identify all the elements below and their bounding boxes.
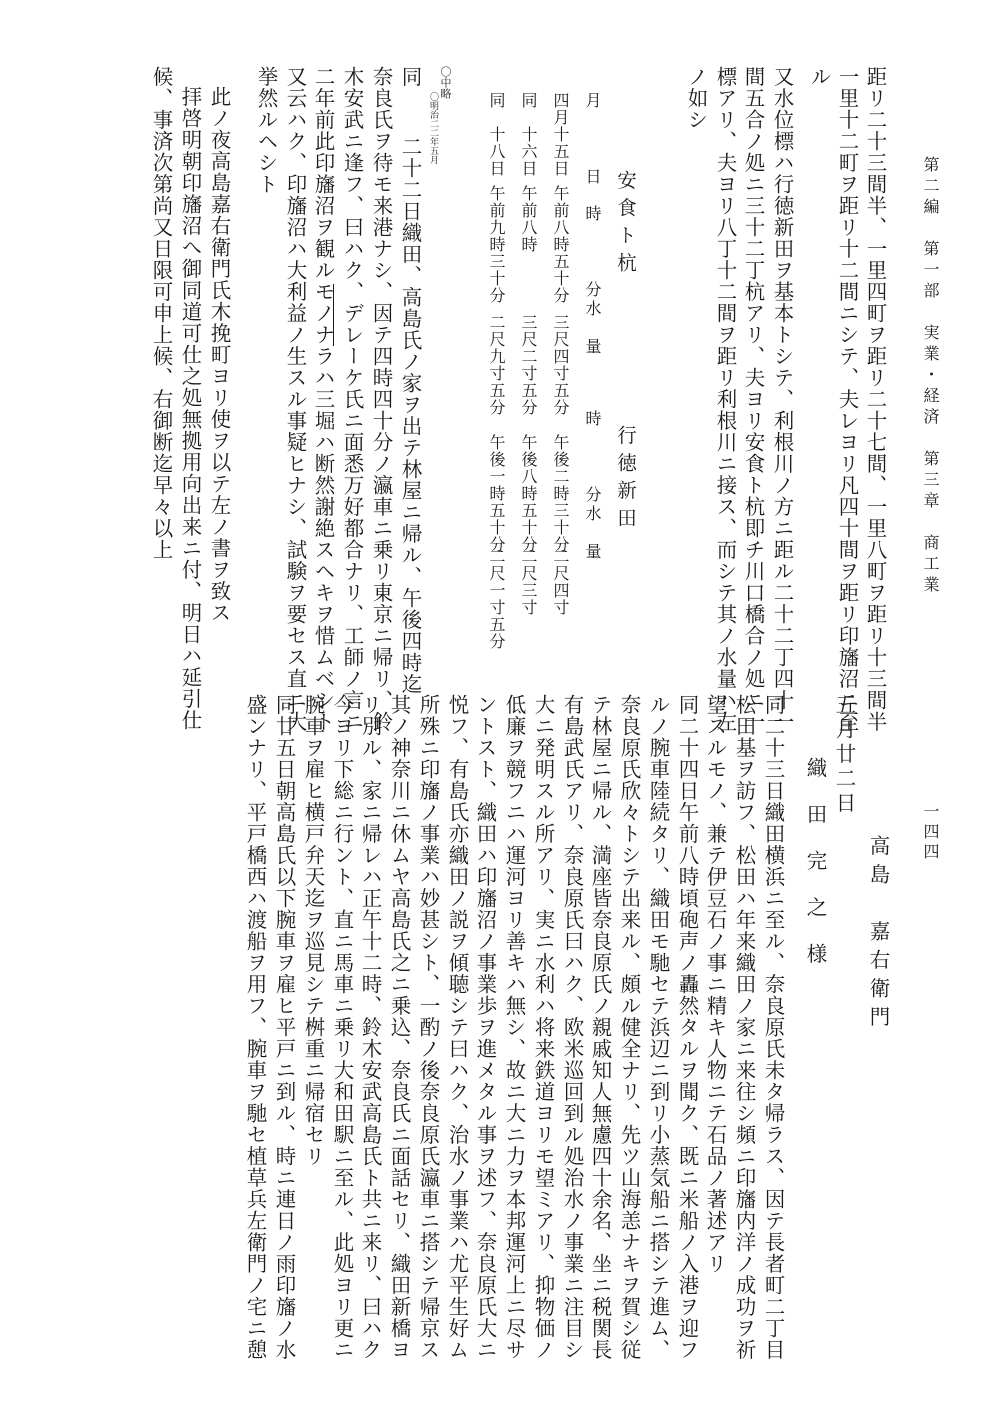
table-group-label: 行徳新田 xyxy=(614,425,637,535)
table-cell-date: 同 十六日 xyxy=(519,92,538,177)
table-cell-time: 午後八時五十分 xyxy=(519,434,538,553)
table-cell-time: 午前八時五十分 xyxy=(551,185,570,304)
table-header: 時 分 xyxy=(583,410,602,524)
paragraph-line: 此ノ夜高島嘉右衛門氏木挽町ヨリ使ヲ以テ左ノ書ヲ致ス xyxy=(207,86,231,624)
paragraph-line: 松田基ヲ訪フ、松田ハ年来織田ノ家ニ来往シ頻ニ印旛内洋ノ成功ヲ祈 xyxy=(732,694,756,1361)
table-cell-time: 午前八時 xyxy=(519,185,538,253)
paragraph-line: 有島武氏アリ、奈良原氏曰ハク、欧米巡回到ル処治水ノ事業ニ注目シ xyxy=(560,694,584,1361)
paragraph-line: 又水位標ハ行徳新田ヲ基本トシテ、利根川ノ方ニ距ル二十二丁四十一 xyxy=(770,66,794,733)
paragraph-line: 同二十三日織田横浜ニ至ル、奈良原氏未タ帰ラス、因テ長者町二丁目 xyxy=(761,694,785,1361)
paragraph-line: 二年前此印旛沼ヲ観ルモノナラハ三堀ハ断然謝絶スヘキヲ惜ムベシト xyxy=(311,66,335,733)
paragraph-line: ントスト、織田ハ印旛沼ノ事業歩ヲ進メタル事ヲ述フ、奈良原氏大ニ xyxy=(473,694,497,1361)
table-cell-volume: 二尺三寸 xyxy=(519,548,538,616)
omission-note: 〇中略 xyxy=(439,66,452,99)
paragraph-line: 今ヨリ下総ニ行ント、直ニ馬車ニ乗リ大和田駅ニ至ル、此処ヨリ更ニ xyxy=(330,694,354,1361)
paragraph-line: 其ノ神奈川ニ休ムヤ高島氏之ニ乗込、奈良氏ニ面話セリ、織田新橋ヨ xyxy=(387,694,411,1361)
table-cell-time: 午後一時五十分 xyxy=(487,434,506,553)
paragraph-line: 盛ンナリ、平戸橋西ハ渡船ヲ用フ、腕車ヲ馳セ植草兵左衛門ノ宅ニ憩 xyxy=(243,694,267,1361)
table-header: 水量 xyxy=(583,505,602,581)
table-group-label: 安食ト杭 xyxy=(614,170,637,280)
paragraph-line: 距リ二十三間半、一里四町ヲ距リ二十七間、一里八町ヲ距リ十三間半 xyxy=(863,66,887,733)
paragraph-line: 低廉ヲ競フニハ運河ヨリ善キハ無シ、故ニ大ニ力ヲ本邦運河上ニ尽サ xyxy=(502,694,526,1361)
paragraph-line: 奈良原氏欣々トシテ出来ル、頗ル健全ナリ、先ツ山海恙ナキヲ賀シ従 xyxy=(617,694,641,1361)
paragraph-line: 一里十二町ヲ距リ十二間ニシテ、夫レヨリ凡四十間ヲ距リ印旛沼ニ至 xyxy=(835,66,859,733)
paragraph-prefix: 同 xyxy=(398,66,422,88)
table-cell-volume: 二尺四寸 xyxy=(551,548,570,616)
era-annotation: 〇明治二二年五月 xyxy=(428,92,438,164)
table-cell-time: 午後二時三十分 xyxy=(551,434,570,553)
table-header: 時 分 xyxy=(583,205,602,319)
paragraph-line: 拝啓明朝印旛沼へ御同道可仕之処無拠用向出来ニ付、明日ハ延引仕 xyxy=(178,86,202,731)
table-header: 月 日 xyxy=(583,92,602,206)
table-cell-date: 同 十八日 xyxy=(487,92,506,177)
paragraph-line: 腕車ヲ雇ヒ横戸弁天迄ヲ巡見シテ桝重ニ帰宿セリ xyxy=(301,694,325,1167)
paragraph-line: ルノ腕車陸続タリ、織田モ馳セテ浜辺ニ到リ小蒸気船ニ搭シテ進ム、 xyxy=(646,694,670,1361)
paragraph-line: ル xyxy=(807,66,831,88)
paragraph-line: 望スルモノ、兼テ伊豆石ノ事ニ精キ人物ニテ石品ノ著述アリ xyxy=(703,694,727,1275)
paragraph-line: 所殊ニ印旛ノ事業ハ妙甚シト、一酌ノ後奈良原氏瀛車ニ搭シテ帰京ス xyxy=(416,694,440,1361)
table-cell-volume: 二尺一寸五分 xyxy=(487,548,506,650)
paragraph-line: 挙然ルヘシト xyxy=(254,66,278,195)
paragraph-line: ノ如シ xyxy=(684,66,708,131)
paragraph-line: 大ニ発明スル所アリ、実ニ水利ハ将来鉄道ヨリモ望ミアリ、抑物価ノ xyxy=(531,694,555,1361)
paragraph-line: 同廿五日朝高島氏以下腕車ヲ雇ヒ平戸ニ到ル、時ニ連日ノ雨印旛ノ水 xyxy=(272,694,296,1361)
paragraph-line: リ別ル、家ニ帰レハ正午十二時、鈴木安武高島氏ト共ニ来リ、曰ハク xyxy=(358,694,382,1361)
running-header: 第二編 第一部 実業・経済 第三章 商工業 xyxy=(921,156,940,597)
paragraph-line: 同二十四日午前八時頃砲声ノ轟然タルヲ聞ク、既ニ米船ノ入港ヲ迎フ xyxy=(675,694,699,1361)
table-cell-date: 四月十五日 xyxy=(551,92,570,177)
table-cell-volume: 三尺四寸五分 xyxy=(551,314,570,416)
letter-addressee: 織田完之様 xyxy=(803,757,827,990)
letter-date: 五月廿二日 xyxy=(832,694,856,817)
table-cell-volume: 三尺二寸五分 xyxy=(519,314,538,416)
paragraph-line: 又云ハク、印旛沼ハ大利益ノ生スル事疑ヒナシ、試験ヲ要セス直ニ大 xyxy=(283,66,307,733)
paragraph-line: 間五合ノ処ニ三十二丁杭アリ、夫ヨリ安食ト杭即チ川口橋合ノ処ニ一 xyxy=(741,66,765,733)
paragraph-line: 標アリ、夫ヨリ八丁十二間ヲ距リ利根川ニ接ス、而シテ其ノ水量ハ左 xyxy=(713,66,737,733)
page-number: 一四四 xyxy=(921,803,940,863)
letter-sender: 高島 嘉右衛門 xyxy=(866,835,890,1035)
paragraph-line: 木安武ニ逢フ、曰ハク、デレーケ氏ニ面悉万好都合ナリ、工師ノ言ニ xyxy=(340,66,364,733)
paragraph-line: テ林屋ニ帰ル、満座皆奈良原氏ノ親戚知人無慮四十余名、坐ニ税関長 xyxy=(588,694,612,1361)
paragraph-line: 悦フ、有島氏亦織田ノ説ヲ傾聴シテ曰ハク、治水ノ事業ハ尤平生好ム xyxy=(445,694,469,1361)
paragraph-line: 二十二日織田、高島氏ノ家ヲ出テ林屋ニ帰ル、午後四時迄 xyxy=(398,136,422,695)
paragraph-line: 奈良氏ヲ待モ来港ナシ、因テ四時四十分ノ瀛車ニ乗リ東京ニ帰リ、鈴 xyxy=(369,66,393,733)
table-cell-time: 午前九時三十分 xyxy=(487,185,506,304)
table-cell-volume: 二尺九寸五分 xyxy=(487,314,506,416)
table-header: 水量 xyxy=(583,300,602,376)
paragraph-line: 候、事済次第尚又日限可申上候、右御断迄早々以上 xyxy=(149,66,173,561)
